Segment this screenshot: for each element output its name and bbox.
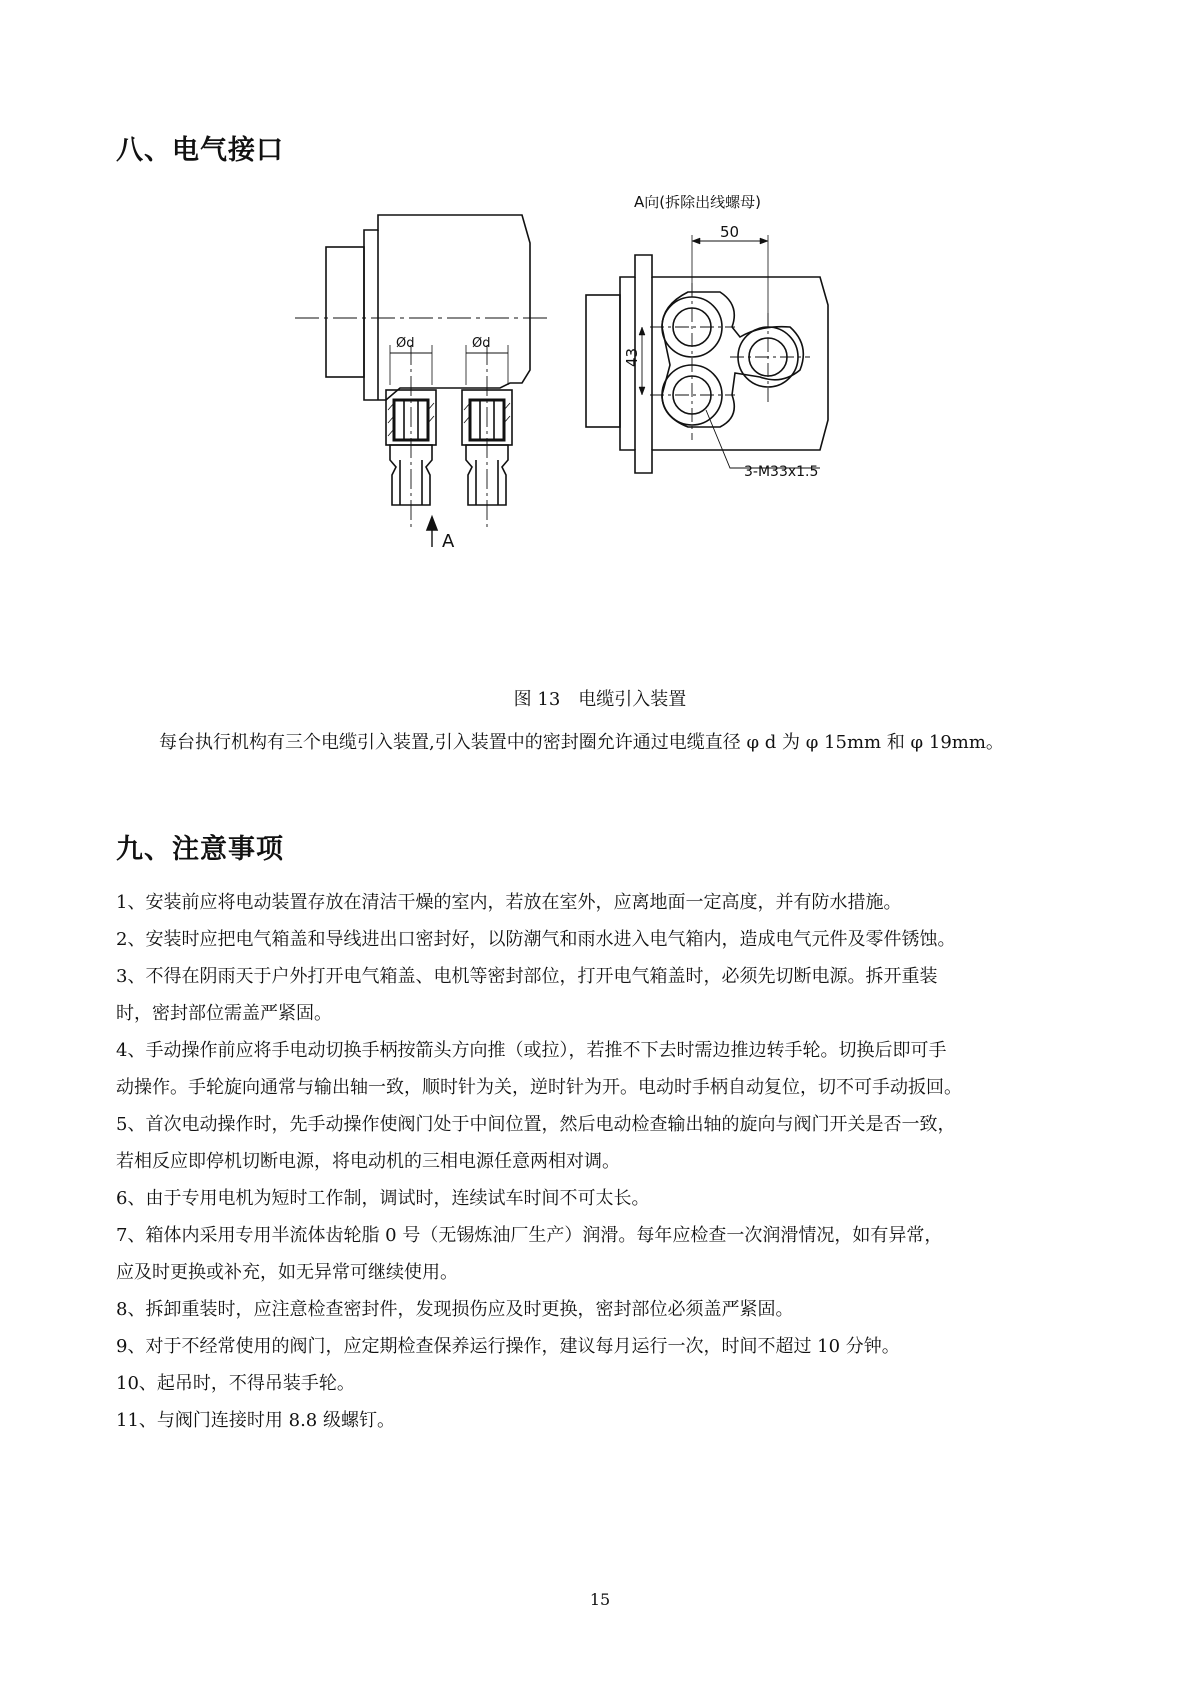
cable-entry-drawing <box>290 195 890 615</box>
arrow-a-label: A <box>442 531 455 552</box>
list-item: 7、箱体内采用专用半流体齿轮脂 0 号（无锡炼油厂生产）润滑。每年应检查一次润滑情况，如有异常， <box>116 1225 943 1246</box>
list-item: 2、安装时应把电气箱盖和导线进出口密封好，以防潮气和雨水进入电气箱内，造成电气元件及零件锈蚀。 <box>116 929 956 950</box>
side-view <box>295 215 552 547</box>
thread-spec-label: 3-M33x1.5 <box>744 464 819 480</box>
list-item: 11、与阀门连接时用 8.8 级螺钉。 <box>116 1410 395 1431</box>
list-item: 1、安装前应将电动装置存放在清洁干燥的室内，若放在室外，应离地面一定高度，并有防水措施。 <box>116 892 902 913</box>
cable-entry-paragraph: 每台执行机构有三个电缆引入装置,引入装置中的密封圈允许通过电缆直径 φ d 为 φ 15mm 和 φ 19mm。 <box>159 732 1004 753</box>
list-item: 若相反应即停机切断电源，将电动机的三相电源任意两相对调。 <box>116 1151 620 1172</box>
figure-caption: 图 13 电缆引入装置 <box>513 689 687 710</box>
dimension-50-label: 50 <box>720 223 740 241</box>
view-label: A向(拆除出线螺母) <box>634 195 761 211</box>
section-title-electrical-interface: 八、电气接口 <box>116 135 284 166</box>
list-item: 时，密封部位需盖严紧固。 <box>116 1003 332 1024</box>
dimension-43-label: 43 <box>623 347 641 367</box>
precautions-list <box>116 884 1096 1439</box>
list-item: 4、手动操作前应将手电动切换手柄按箭头方向推（或拉），若推不下去时需边推边转手轮。切换后即可手 <box>116 1040 947 1061</box>
list-item: 动操作。手轮旋向通常与输出轴一致，顺时针为关，逆时针为开。电动时手柄自动复位，切不可手动扳回。 <box>116 1077 962 1098</box>
list-item: 6、由于专用电机为短时工作制，调试时，连续试车时间不可太长。 <box>116 1188 650 1209</box>
list-item: 9、对于不经常使用的阀门，应定期检查保养运行操作，建议每月运行一次，时间不超过 10 分钟。 <box>116 1336 900 1357</box>
phi-d-label-right: Ød <box>472 336 491 351</box>
list-item: 5、首次电动操作时，先手动操作使阀门处于中间位置，然后电动检查输出轴的旋向与阀门开关是否一致， <box>116 1114 956 1135</box>
section-title-precautions: 九、注意事项 <box>116 834 284 865</box>
list-item: 应及时更换或补充，如无异常可继续使用。 <box>116 1262 458 1283</box>
list-item: 8、拆卸重装时，应注意检查密封件，发现损伤应及时更换，密封部位必须盖严紧固。 <box>116 1299 794 1320</box>
phi-d-label-left: Ød <box>396 336 415 351</box>
list-item: 3、不得在阴雨天于户外打开电气箱盖、电机等密封部位，打开电气箱盖时，必须先切断电源。拆开重装 <box>116 966 938 987</box>
page-number: 15 <box>589 1590 611 1609</box>
technical-drawing-svg <box>290 195 890 615</box>
list-item: 10、起吊时，不得吊装手轮。 <box>116 1373 355 1394</box>
